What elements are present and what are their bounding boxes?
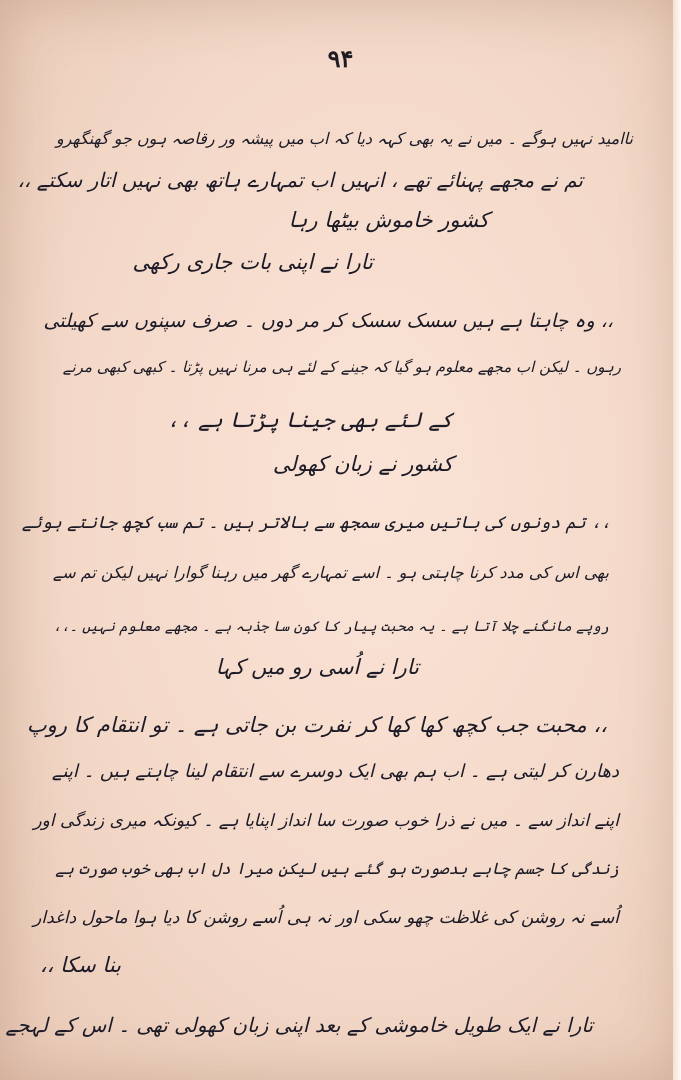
text-line-3: کشور خاموش بیٹھا رہا: [288, 208, 489, 232]
text-line-13: ،، محبت جب کچھ کھا کھا کر نفرت بن جاتی ہے ۔ تو انتقام کا روپ: [26, 713, 607, 737]
text-line-5: ،، وہ چاہتا ہے ہیں سسک سسک کر مر دوں ۔ صرف سپنوں سے کھیلتی: [43, 310, 613, 332]
text-line-2: تم نے مجھے پہنائے تھے ، انہیں اب تمہارے ہاتھ بھی نہیں اتار سکتے ،،: [17, 168, 583, 192]
text-line-15: اپنے انداز سے ۔ میں نے ذرا خوب صورت سا انداز اپنایا ہے ۔ کیونکہ میری زندگی اور: [33, 811, 619, 831]
text-line-6: رہوں ۔ لیکن اب مجھے معلوم ہو گیا کہ جینے کے لئے ہی مرنا نہیں پڑتا ۔ کبھی کبھی مرنے: [62, 358, 621, 376]
text-line-12: تارا نے اُسی رو میں کہا: [215, 655, 419, 679]
text-line-19: تارا نے ایک طویل خاموشی کے بعد اپنی زبان کھولی تھی ۔ اس کے لہجے: [5, 1013, 593, 1037]
text-line-16: زندگی کا جسم چاہے بدصورت ہو گئے ہیں لیکن میرا دل اب بھی خوب صورت ہے: [55, 859, 619, 878]
text-line-4: تارا نے اپنی بات جاری رکھی: [132, 250, 373, 274]
text-line-11: روپے مانگنے چلا آتا ہے ۔ یہ محبت پیار کا کون سا جذبہ ہے ۔ مجھے معلوم نہیں ۔،،: [53, 619, 609, 635]
text-line-9: ،، تم دونوں کی باتیں میری سمجھ سے بالاتر ہیں ۔ تم سب کچھ جانتے ہوئے: [21, 513, 611, 533]
text-line-7: کے لئے بھی جینا پڑتا ہے ،،: [166, 408, 453, 432]
page-edge: [673, 0, 681, 1080]
page-number: ۹۴: [327, 44, 354, 73]
text-line-1: ناامید نہیں ہوگے ۔ میں نے یہ بھی کہہ دیا کہ اب میں پیشہ ور رقاصہ ہوں جو گھنگھرو: [56, 129, 633, 148]
text-line-10: بھی اس کی مدد کرنا چاہتی ہو ۔ اسے تمہارے گھر میں رہنا گوارا نہیں لیکن تم سے: [52, 563, 609, 582]
text-line-8: کشور نے زبان کھولی: [272, 452, 453, 476]
text-line-18: بنا سکا ،،: [39, 953, 121, 977]
text-line-14: دھارن کر لیتی ہے ۔ اب ہم بھی ایک دوسرے سے انتقام لینا چاہتے ہیں ۔ اپنے: [51, 761, 619, 782]
text-line-17: اُسے نہ روشن کی غلاظت چھو سکی اور نہ ہی اُسے روشن کا دیا ہوا ماحول داغدار: [33, 908, 619, 928]
